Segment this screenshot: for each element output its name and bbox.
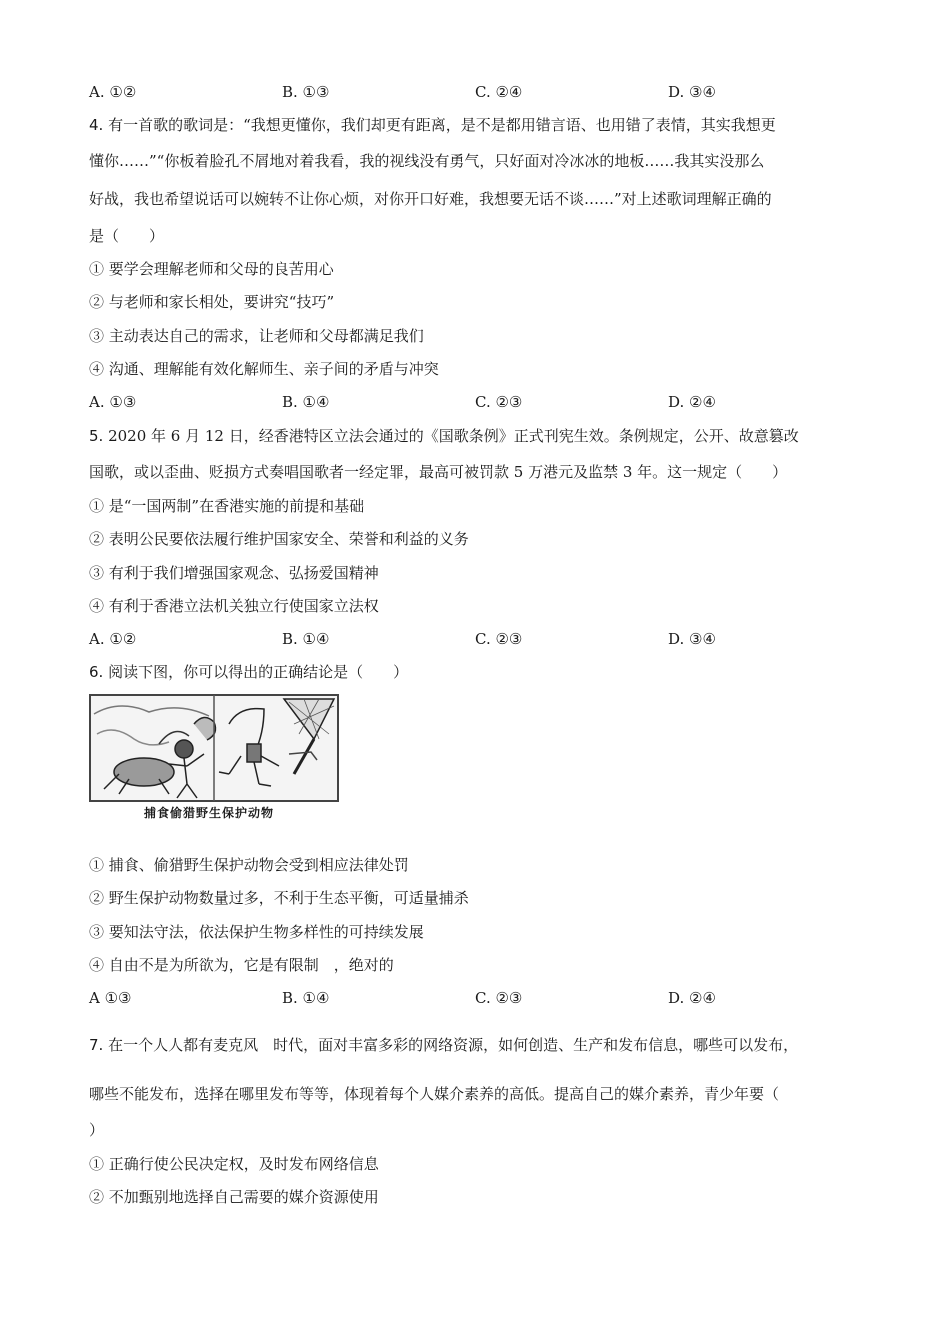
q5-item-4: ④ 有利于香港立法机关独立行使国家立法权 xyxy=(89,597,379,615)
q5-item-2: ② 表明公民要依法履行维护国家安全、荣誉和利益的义务 xyxy=(89,530,469,548)
q4-stem-line-3: 好战，我也希望说话可以婉转不让你心烦，对你开口好难，我想要无话不谈……”对上述歌词理解正确的 xyxy=(89,190,772,208)
q4-item-1: ① 要学会理解老师和父母的良苦用心 xyxy=(89,260,334,278)
q4-options xyxy=(89,392,869,412)
q4-stem-line-1: 4. 有一首歌的歌词是：“我想更懂你，我们却更有距离，是不是都用错言语、也用错了表情，其实我想更 xyxy=(89,116,776,134)
q4-item-3: ③ 主动表达自己的需求，让老师和父母都满足我们 xyxy=(89,327,424,345)
q6-item-2: ② 野生保护动物数量过多，不利于生态平衡，可适量捕杀 xyxy=(89,889,469,907)
q5-number: 5. xyxy=(89,427,104,445)
q4-stem-line-4: 是（ ） xyxy=(89,227,165,245)
q6-option-d: D. ②④ xyxy=(668,989,716,1007)
q3-option-a: A. ①② xyxy=(89,83,137,101)
q4-item-4: ④ 沟通、理解能有效化解师生、亲子间的矛盾与冲突 xyxy=(89,360,439,378)
q6-option-a: A ①③ xyxy=(89,989,132,1007)
q5-option-c: C. ②③ xyxy=(475,630,523,648)
q6-option-c: C. ②③ xyxy=(475,989,523,1007)
figure-caption: 捕食偷猎野生保护动物 xyxy=(144,806,275,820)
q7-item-1: ① 正确行使公民决定权，及时发布网络信息 xyxy=(89,1155,379,1173)
q4-option-c: C. ②③ xyxy=(475,393,523,411)
poaching-cartoon-figure xyxy=(89,694,339,824)
q7-stem-line-3: ） xyxy=(89,1121,105,1139)
q6-item-1: ① 捕食、偷猎野生保护动物会受到相应法律处罚 xyxy=(89,856,409,874)
q3-option-b: B. ①③ xyxy=(282,83,330,101)
q5-option-b: B. ①④ xyxy=(282,630,330,648)
q4-number: 4. xyxy=(89,116,104,134)
q6-option-b: B. ①④ xyxy=(282,989,330,1007)
poaching-cartoon-illustration xyxy=(89,694,339,802)
q6-item-3: ③ 要知法守法，依法保护生物多样性的可持续发展 xyxy=(89,923,424,941)
q7-stem-line-2: 哪些不能发布，选择在哪里发布等等，体现着每个人媒介素养的高低。提高自己的媒介素养，青少年要（ xyxy=(89,1085,780,1103)
q4-option-a: A. ①③ xyxy=(89,393,137,411)
q5-option-a: A. ①② xyxy=(89,630,137,648)
q4-item-2: ② 与老师和家长相处，要讲究“技巧” xyxy=(89,293,335,311)
q6-stem: 6. 阅读下图，你可以得出的正确结论是（ ） xyxy=(89,663,409,681)
q3-option-d: D. ③④ xyxy=(668,83,716,101)
q4-stem-line-2: 懂你……”“你板着脸孔不屑地对着我看，我的视线没有勇气，只好面对冷冰冰的地板……我其实没那么 xyxy=(89,152,765,170)
q6-options xyxy=(89,988,869,1008)
q7-item-2: ② 不加甄别地选择自己需要的媒介资源使用 xyxy=(89,1188,379,1206)
q7-number: 7. xyxy=(89,1036,104,1054)
q4-option-b: B. ①④ xyxy=(282,393,330,411)
q7-stem-line-1: 7. 在一个人人都有麦克风 时代，面对丰富多彩的网络资源，如何创造、生产和发布信息，哪些可以发布， xyxy=(89,1036,799,1054)
q6-number: 6. xyxy=(89,663,104,681)
q5-item-1: ① 是“一国两制”在香港实施的前提和基础 xyxy=(89,497,365,515)
q6-item-4: ④ 自由不是为所欲为，它是有限制 ，绝对的 xyxy=(89,956,394,974)
q3-options xyxy=(89,82,869,102)
q5-stem-line-2: 国歌，或以歪曲、贬损方式奏唱国歌者一经定罪，最高可被罚款 5 万港元及监禁 3 年。这一规定（ ） xyxy=(89,463,788,481)
q5-option-d: D. ③④ xyxy=(668,630,716,648)
q5-options xyxy=(89,629,869,649)
q5-stem-line-1: 5. 2020 年 6 月 12 日，经香港特区立法会通过的《国歌条例》正式刊宪生效。条例规定，公开、故意篡改 xyxy=(89,427,799,445)
q4-option-d: D. ②④ xyxy=(668,393,716,411)
q5-item-3: ③ 有利于我们增强国家观念、弘扬爱国精神 xyxy=(89,564,379,582)
q3-option-c: C. ②④ xyxy=(475,83,523,101)
